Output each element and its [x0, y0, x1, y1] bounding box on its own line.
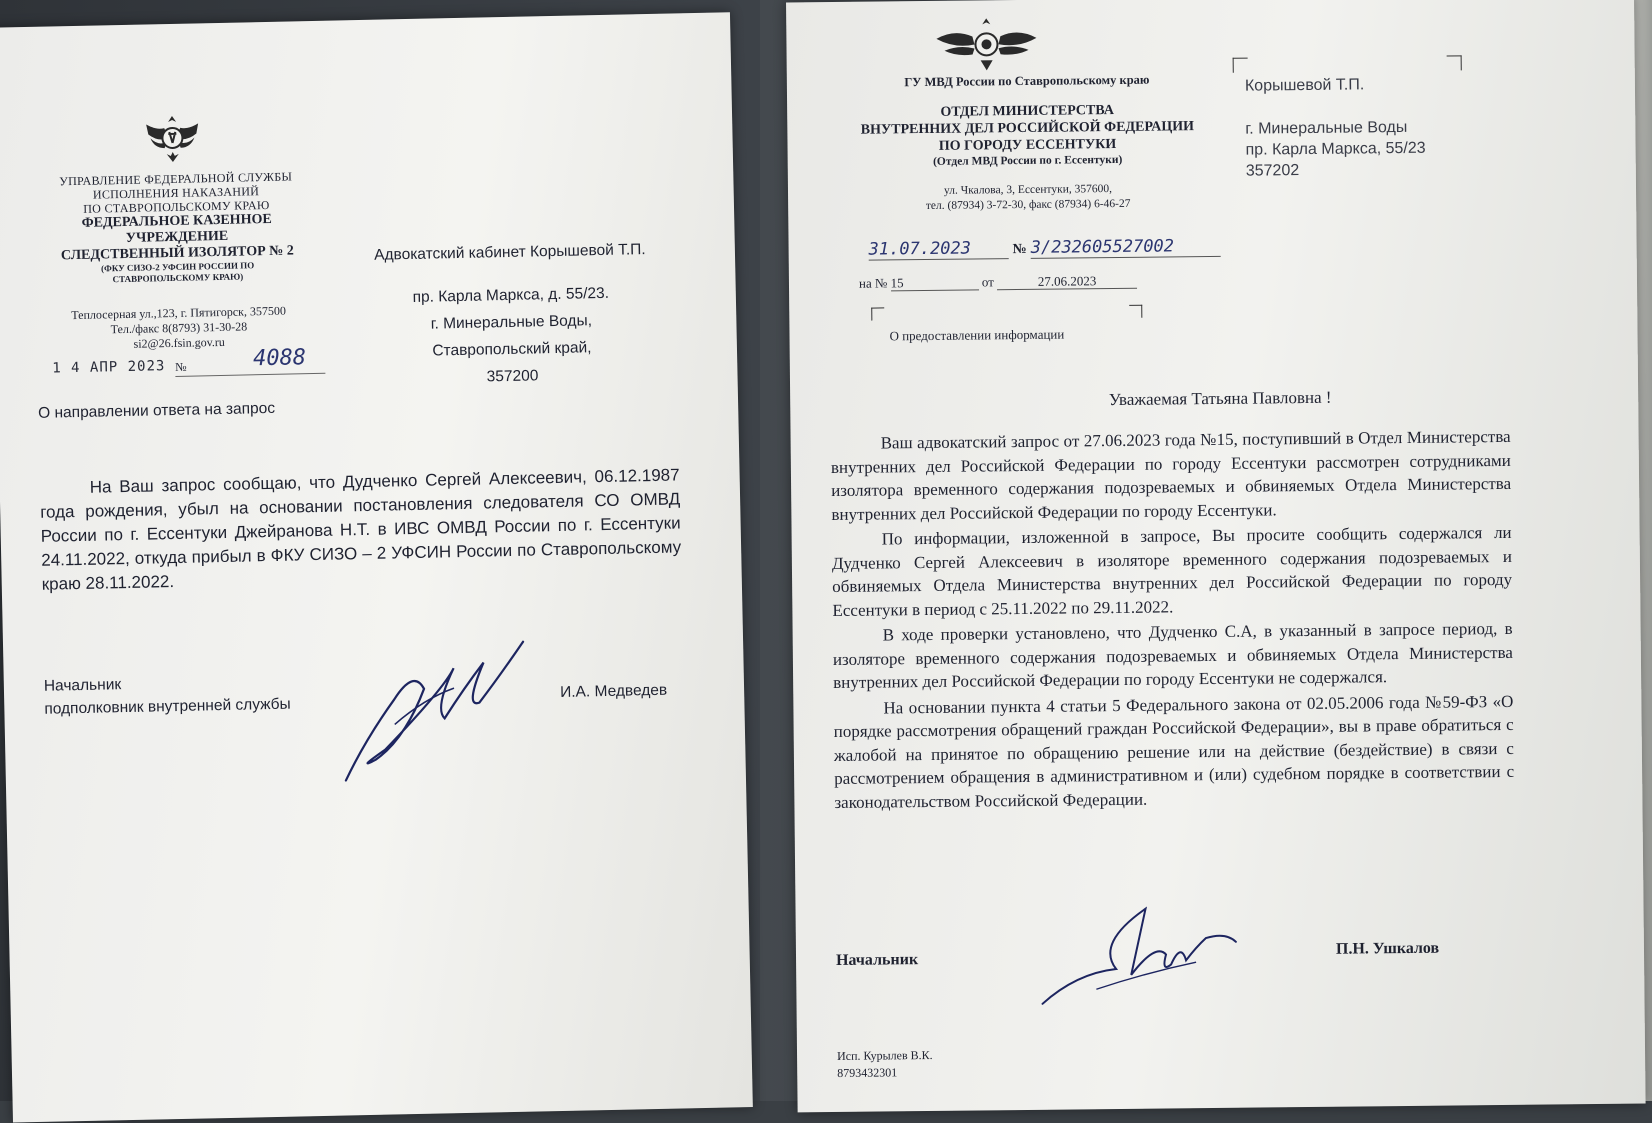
outgoing-date-number	[869, 236, 1229, 262]
corner-mark	[1233, 58, 1248, 73]
header-line: (Отдел МВД России по г. Ессентуки)	[933, 153, 1123, 168]
recipient-zip: 357200	[486, 367, 539, 386]
number-label: №	[1012, 241, 1027, 258]
recipient-city: г. Минеральные Воды,	[430, 312, 593, 333]
body-paragraph: На основании пункта 4 статьи 5 Федерального закона от 02.05.2006 года №59-ФЗ «О порядке рассмотрения обращений граждан Российской Федерации», вы в праве обратиться с жалобой на принятое по обращению решение или на действие (бездействие) в связи с рассмотрением обращения в административном и (или) судебном порядке в соответствии с законодательством Российской Федерации.	[833, 691, 1515, 812]
header-line: ВНУТРЕННИХ ДЕЛ РОССИЙСКОЙ ФЕДЕРАЦИИ	[860, 119, 1195, 138]
number-label: №	[175, 359, 187, 374]
executor-name: Исп. Курылев В.К.	[836, 1047, 933, 1063]
recipient-zip: 357202	[1245, 162, 1300, 180]
signatory-name: П.Н. Ушкалов	[1335, 939, 1440, 958]
handwritten-signature-icon	[1035, 902, 1256, 1014]
mvd-letter	[786, 0, 1646, 1112]
greeting: Уважаемая Татьяна Павловна !	[1108, 387, 1332, 410]
signatory-title	[44, 670, 291, 721]
body-paragraph: Ваш адвокатский запрос от 27.06.2023 года №15, поступивший в Отдел Министерства внутренних дел Российской Федерации по городу Ессентуки рассмотрен сотрудниками изолятора временного содержания подозреваемых и обвиняемых Отдела Министерства внутренних дел Российской Федерации по городу Ессентуки.	[830, 426, 1512, 524]
recipient-name: Адвокатский кабинет Корышевой Т.П.	[373, 241, 646, 264]
fsin-eagle-emblem-icon	[142, 107, 203, 166]
reference-line	[859, 273, 1137, 292]
org-top: ГУ МВД России по Ставропольскому краю	[904, 72, 1150, 90]
sender-address: ул. Чкалова, 3, Ессентуки, 357600,	[943, 183, 1113, 197]
body-paragraph: В ходе проверки установлено, что Дудченко С.А, в указанный в запросе период, в изоляторе временного содержания подозреваемых и обвиняемых Отдела Министерства внутренних дел Российской Федерации по городу Ессентуки не содержался.	[832, 618, 1513, 692]
executor-block	[837, 1047, 933, 1082]
header-line: СЛЕДСТВЕННЫЙ ИЗОЛЯТОР № 2	[60, 243, 294, 264]
header-line: СТАВРОПОЛЬСКОМУ КРАЮ)	[112, 271, 244, 285]
recipient-region: Ставропольский край,	[432, 339, 592, 360]
ref-number: 15	[891, 274, 979, 291]
sender-email: si2@26.fsin.gov.ru	[133, 334, 225, 351]
header-line: ФЕДЕРАЛЬНОЕ КАЗЕННОЕ	[81, 211, 272, 231]
letter-body: На Ваш запрос сообщаю, что Дудченко Сергей Алексеевич, 06.12.1987 года рождения, убыл на основании постановления следователя СО ОМВД России по г. Ессентуки Джейранова Н.Т. в ИВС ОМВД России по г. Ессентуки 24.11.2022, откуда прибыл в ФКУ СИЗО – 2 УФСИН России по Ставропольскому краю 28.11.2022.	[40, 465, 682, 594]
header-line: ПО ГОРОДУ ЕССЕНТУКИ	[938, 136, 1117, 154]
ref-label: на №	[858, 275, 888, 291]
corner-mark	[1129, 305, 1142, 318]
corner-mark	[871, 307, 884, 320]
sender-phone: Тел./факс 8(8793) 31-30-28	[110, 319, 248, 337]
recipient-city: г. Минеральные Воды	[1245, 118, 1408, 138]
ref-from-label: от	[981, 274, 994, 290]
letter-body	[831, 425, 1515, 814]
recipient-street: пр. Карла Маркса, д. 55/23.	[412, 284, 610, 306]
date-stamp: 1 4 АПР 2023	[52, 358, 166, 377]
outgoing-number-handwritten: 4088	[252, 345, 307, 372]
outgoing-number-handwritten: 3/232605527002	[1031, 236, 1221, 259]
signatory-name: И.А. Медведев	[559, 681, 668, 701]
header-line: ОТДЕЛ МИНИСТЕРСТВА	[940, 103, 1114, 120]
signatory-rank: подполковник внутренней службы	[44, 695, 291, 718]
mvd-header	[827, 72, 1228, 215]
recipient-block	[345, 235, 678, 393]
recipient-block	[1245, 74, 1426, 182]
letter-subject: О предоставлении информации	[889, 326, 1065, 344]
handwritten-signature-icon	[333, 627, 536, 791]
fsin-header	[33, 169, 322, 354]
header-line: ИСПОЛНЕНИЯ НАКАЗАНИЙ	[92, 184, 260, 202]
corner-mark	[1447, 55, 1462, 70]
recipient-name: Корышевой Т.П.	[1244, 76, 1365, 95]
fsin-letter	[0, 12, 753, 1122]
header-line: УПРАВЛЕНИЕ ФЕДЕРАЛЬНОЙ СЛУЖБЫ	[59, 169, 293, 189]
mvd-eagle-emblem-icon	[934, 14, 1039, 75]
ref-date: 27.06.2023	[997, 273, 1137, 290]
recipient-street: пр. Карла Маркса, 55/23	[1245, 139, 1426, 159]
sender-address: Теплосерная ул.,123, г. Пятигорск, 357500	[71, 303, 287, 323]
signatory-position: Начальник	[835, 951, 919, 969]
executor-phone: 8793432301	[837, 1065, 898, 1080]
body-paragraph: По информации, изложенной в запросе, Вы просите сообщить содержался ли Дудченко Сергей Алексеевич в изоляторе временного содержания подозреваемых и обвиняемых Отдела Министерства внутренних дел Российской Федерации по городу Ессентуки в период с 25.11.2022 по 29.11.2022.	[831, 522, 1513, 620]
outgoing-date-handwritten: 31.07.2023	[869, 238, 1009, 260]
sender-phone: тел. (87934) 3-72-30, факс (87934) 6-46-27	[925, 197, 1131, 212]
header-line: (ФКУ СИЗО-2 УФСИН РОССИИ ПО	[100, 260, 255, 274]
header-line: УЧРЕЖДЕНИЕ	[125, 228, 229, 246]
letter-subject: О направлении ответа на запрос	[37, 399, 276, 422]
header-line: ПО СТАВРОПОЛЬСКОМУ КРАЮ	[83, 197, 270, 216]
signatory-position: Начальник	[43, 676, 122, 695]
